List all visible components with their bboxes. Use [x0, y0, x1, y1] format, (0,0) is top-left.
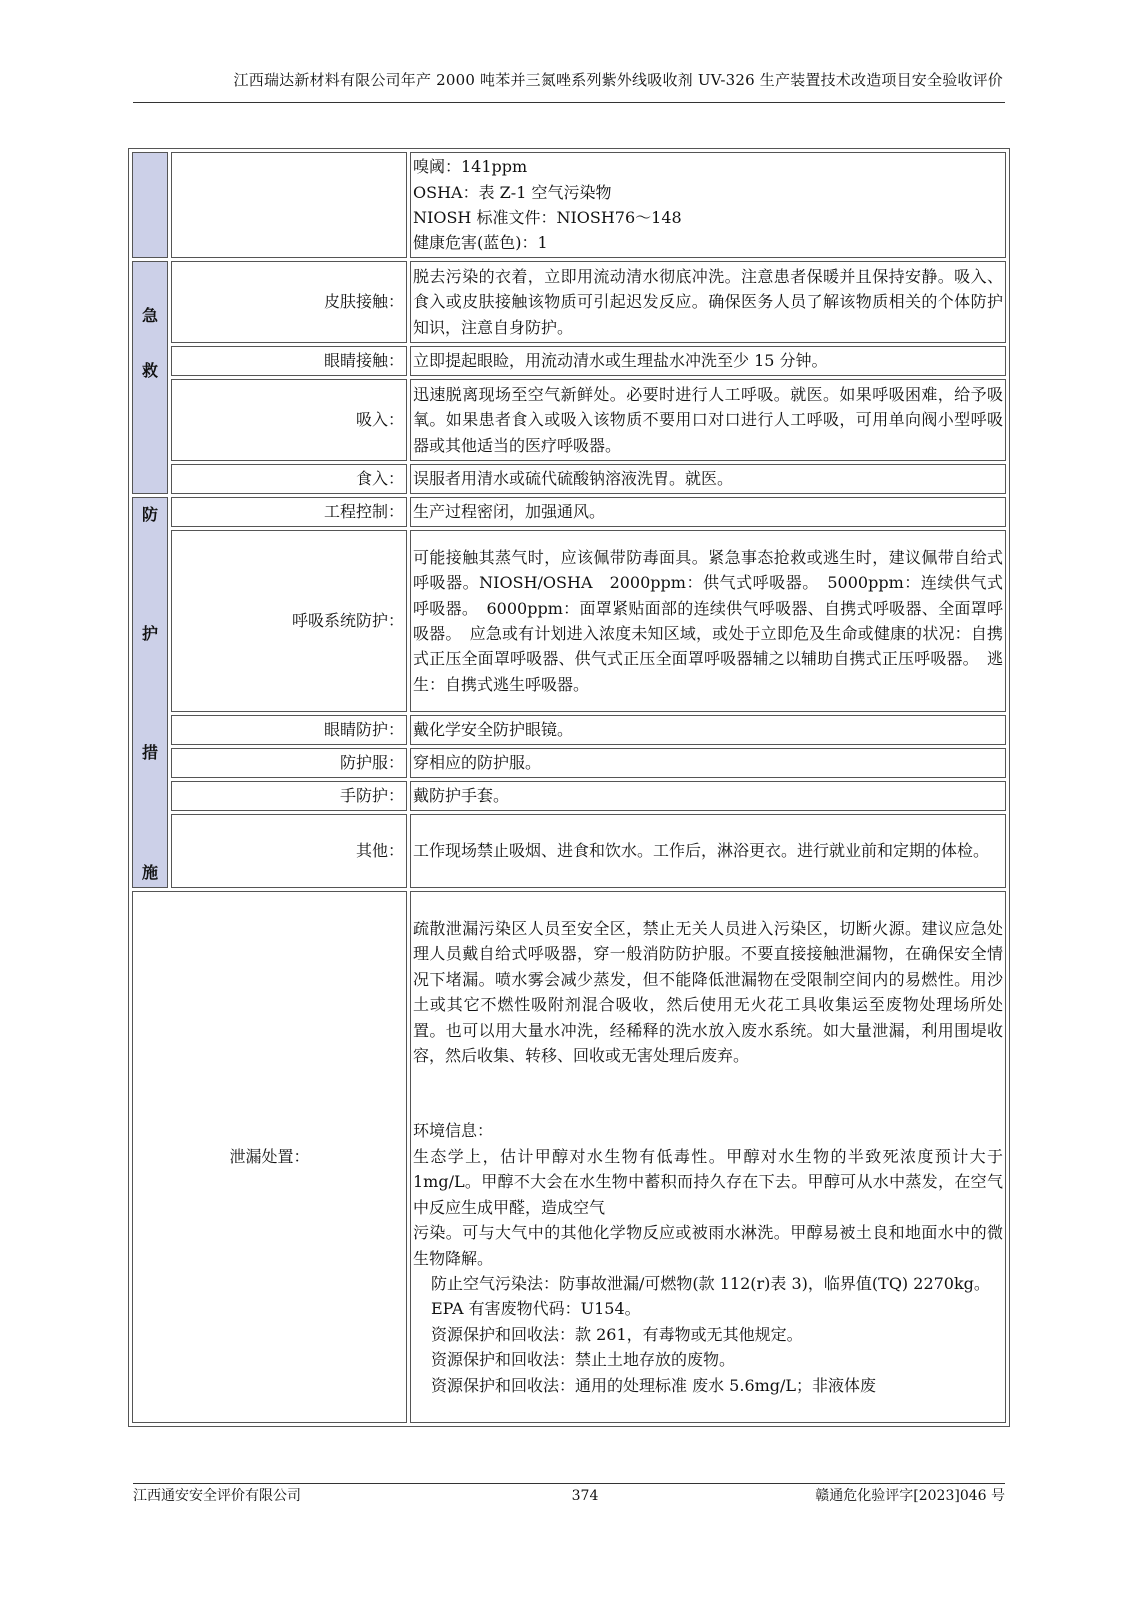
- page-header: 江西瑞达新材料有限公司年产 2000 吨苯并三氮唑系列紫外线吸收剂 UV-326 生产装置技术改造项目安全验收评价: [233, 71, 1003, 89]
- table-row: [132, 261, 1006, 343]
- env-title: 环境信息：: [413, 1121, 494, 1141]
- section-char: 护: [141, 624, 158, 644]
- health-hazard: 健康危害(蓝色)：1: [413, 233, 548, 253]
- value-inhalation: 迅速脱离现场至空气新鲜处。必要时进行人工呼吸。就医。如果呼吸困难，给予吸氧。如果患者食入或吸入该物质不要用口对口进行人工呼吸，可用单向阀小型呼吸器或其他适当的医疗呼吸器。: [410, 379, 1006, 461]
- odor-threshold: 嗅阈：141ppm: [413, 157, 528, 177]
- epa-code: EPA 有害废物代码：U154。: [431, 1299, 641, 1319]
- label-eye-protection: 眼睛防护：: [171, 715, 407, 745]
- table-row: [132, 891, 1006, 1423]
- spacer: [413, 1068, 1003, 1118]
- value-ingestion: 误服者用清水或硫代硫酸钠溶液洗胃。就医。: [410, 464, 1006, 494]
- section-char: 救: [141, 361, 158, 381]
- value-engineering-control: 生产过程密闭，加强通风。: [410, 497, 1006, 527]
- section-char: 急: [141, 306, 158, 325]
- value-eye-protection: 戴化学安全防护眼镜。: [410, 715, 1006, 745]
- table-row: [132, 152, 1006, 258]
- value-eye-contact: 立即提起眼睑，用流动清水或生理盐水冲洗至少 15 分钟。: [410, 346, 1006, 376]
- value-other: 工作现场禁止吸烟、进食和饮水。工作后，淋浴更衣。进行就业前和定期的体检。: [410, 814, 1006, 888]
- label-hand-protection: 手防护：: [171, 781, 407, 811]
- leak-paragraph: 疏散泄漏污染区人员至安全区，禁止无关人员进入污染区，切断火源。建议应急处理人员戴自给式呼吸器，穿一般消防防护服。不要直接接触泄漏物，在确保安全情况下堵漏。喷水雾会减少蒸发，但不能降低泄漏物在受限制空间内的易燃性。用沙土或其它不燃性吸附剂混合吸收，然后使用无火花工具收集运至废物处理场所处置。也可以用大量水冲洗，经稀释的洗水放入废水系统。如大量泄漏，利用围堤收容，然后收集、转移、回收或无害处理后废弃。: [413, 919, 1003, 1066]
- label-engineering-control: 工程控制：: [171, 497, 407, 527]
- table-row: [132, 530, 1006, 712]
- header-rule: [133, 102, 1005, 103]
- value-leak-disposal: [410, 891, 1006, 1423]
- section-protection: [132, 497, 168, 888]
- label-skin-contact: 皮肤接触：: [171, 261, 407, 343]
- env-line: 生态学上，估计甲醇对水生物有低毒性。甲醇对水生物的半致死浓度预计大于 1mg/L。甲醇不大会在水生物中蓄积而持久存在下去。甲醇可从水中蒸发，在空气中反应生成甲醛，造成空气: [413, 1146, 1003, 1217]
- value-respiratory-protection: 可能接触其蒸气时，应该佩带防毒面具。紧急事态抢救或逃生时，建议佩带自给式呼吸器。NIOSH/OSHA 2000ppm：供气式呼吸器。 5000ppm：连续供气式呼吸器。 6000ppm：面罩紧贴面部的连续供气呼吸器、自携式呼吸器、全面罩呼吸器。 应急或有计划进入浓度未知区域，或处于立即危及生命或健康的状况：自携式正压全面罩呼吸器、供气式正压全面罩呼吸器辅之以辅助自携式正压呼吸器。 逃生：自携式逃生呼吸器。: [410, 530, 1006, 712]
- label-protective-clothing: 防护服：: [171, 748, 407, 778]
- label-leak-disposal: 泄漏处置：: [132, 891, 407, 1423]
- air-pollution-law: 防止空气污染法：防事故泄漏/可燃物(款 112(r)表 3)，临界值(TQ) 2270kg。: [431, 1273, 990, 1293]
- section-first-aid: [132, 261, 168, 494]
- label-eye-contact: 眼睛接触：: [171, 346, 407, 376]
- env-line: 污染。可与大气中的其他化学物反应或被雨水淋洗。甲醇易被土良和地面水中的微生物降解。: [413, 1223, 1003, 1268]
- table-row: [132, 748, 1006, 778]
- table-row: [132, 379, 1006, 461]
- table-row: [132, 464, 1006, 494]
- section-char: 施: [141, 862, 158, 882]
- section-char: 措: [141, 743, 158, 763]
- osha-standard: OSHA：表 Z-1 空气污染物: [413, 182, 612, 202]
- label-inhalation: 吸入：: [171, 379, 407, 461]
- footer-rule: [133, 1483, 1005, 1484]
- resource-law: 资源保护和回收法：禁止土地存放的废物。: [431, 1350, 736, 1370]
- resource-law: 资源保护和回收法：款 261，有毒物或无其他规定。: [431, 1324, 803, 1344]
- section-char: 防: [141, 505, 158, 524]
- table-row: [132, 715, 1006, 745]
- page-number: 374: [571, 1488, 599, 1504]
- footer-company: 江西通安安全评价有限公司: [133, 1488, 301, 1504]
- footer-doc-number: 赣通危化验评字[2023]046 号: [815, 1488, 1005, 1504]
- label-respiratory-protection: 呼吸系统防护：: [171, 530, 407, 712]
- table-row: [132, 497, 1006, 527]
- msds-table: [128, 148, 1010, 1427]
- value-protective-clothing: 穿相应的防护服。: [410, 748, 1006, 778]
- niosh-document: NIOSH 标准文件：NIOSH76～148: [413, 208, 682, 227]
- table-row: [132, 781, 1006, 811]
- top-values: [410, 152, 1006, 258]
- value-hand-protection: 戴防护手套。: [410, 781, 1006, 811]
- table-row: [132, 814, 1006, 888]
- value-skin-contact: 脱去污染的衣着，立即用流动清水彻底冲洗。注意患者保暖并且保持安静。吸入、食入或皮肤接触该物质可引起迟发反应。确保医务人员了解该物质相关的个体防护知识，注意自身防护。: [410, 261, 1006, 343]
- label-ingestion: 食入：: [171, 464, 407, 494]
- resource-law: 资源保护和回收法：通用的处理标准 废水 5.6mg/L；非液体废: [431, 1375, 877, 1395]
- row-label-blank: [171, 152, 407, 258]
- label-other: 其他：: [171, 814, 407, 888]
- table-row: [132, 346, 1006, 376]
